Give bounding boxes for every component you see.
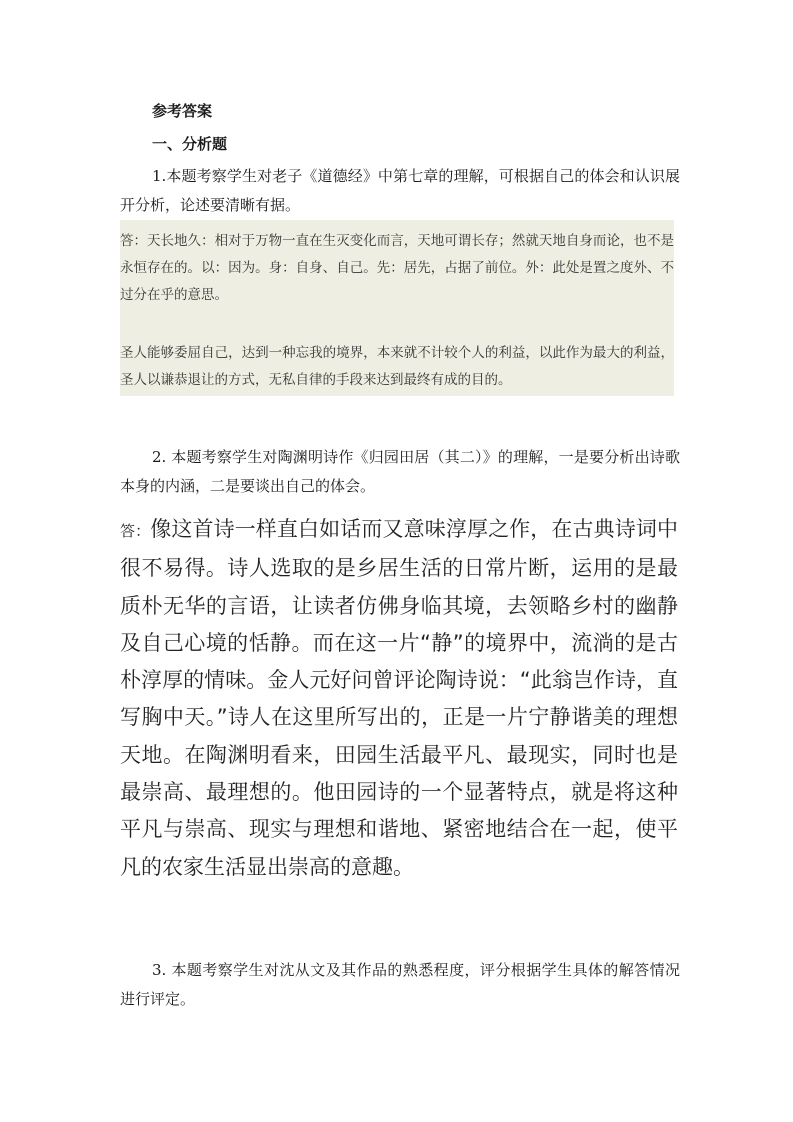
answer-1-paragraph-1: 答：天长地久：相对于万物一直在生灭变化而言，天地可谓长存；然就天地自身而论，也不是永恒存在的。以：因为。身：自身、自己。先：居先，占据了前位。外：此处是置之度外、不过分在乎的意思。 [120,233,674,303]
answer-2-prefix: 答： [120,522,151,540]
answer-2 [120,511,678,886]
page-title: 参考答案 [152,102,213,120]
question-2: 2. 本题考察学生对陶渊明诗作《归园田居（其二）》的理解，一是要分析出诗歌本身的内涵，二是要谈出自己的体会。 [120,448,680,495]
answer-1-paragraph-2: 圣人能够委屈自己，达到一种忘我的境界，本来就不计较个人的利益，以此作为最大的利益，圣人以谦恭退让的方式，无私自律的手段来达到最终有成的目的。 [120,345,674,388]
answer-2-text: 像这首诗一样直白如话而又意味淳厚之作，在古典诗词中很不易得。诗人选取的是乡居生活的日常片断，运用的是最质朴无华的言语，让读者仿佛身临其境，去领略乡村的幽静及自己心境的恬静。而在这一片“静”的境界中，流淌的是古朴淳厚的情味。金人元好问曾评论陶诗说：“此翁岂作诗，直写胸中天。”诗人在这里所写出的，正是一片宁静谐美的理想天地。在陶渊明看来，田园生活最平凡、最现实，同时也是最崇高、最理想的。他田园诗的一个显著特点，就是将这种平凡与崇高、现实与理想和谐地、紧密地结合在一起，使平凡的农家生活显出崇高的意趣。 [120,517,678,879]
section-heading: 一、分析题 [152,135,228,153]
question-3: 3. 本题考察学生对沈从文及其作品的熟悉程度，评分根据学生具体的解答情况进行评定。 [120,961,680,1008]
question-1: 1.本题考察学生对老子《道德经》中第七章的理解，可根据自己的体会和认识展开分析，论述要清晰有据。 [120,167,680,214]
